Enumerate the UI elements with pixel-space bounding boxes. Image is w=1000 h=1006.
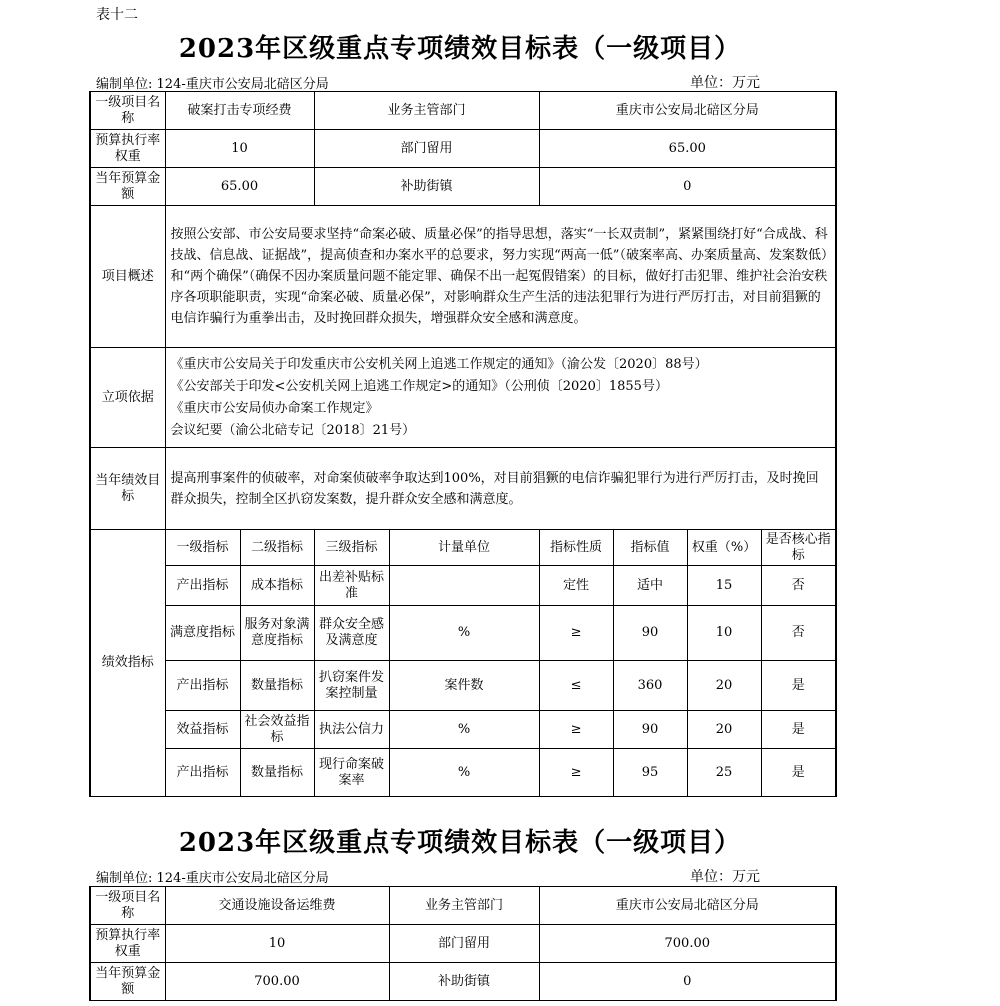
indicator-cell: %: [389, 711, 539, 749]
compiling-unit-2: [96, 867, 329, 886]
basis-label: 立项依据: [90, 348, 165, 448]
indicator-cell: 90: [613, 711, 687, 749]
budget-label: 当年预算金额: [90, 168, 165, 206]
performance-target-table-1: [89, 91, 837, 797]
indicator-row: [90, 661, 836, 711]
compiling-unit-label: 编制单位:: [96, 77, 153, 92]
dept-label: 业务主管部门: [314, 92, 539, 130]
overview-label: 项目概述: [90, 206, 165, 348]
page-title: 2023年区级重点专项绩效目标表（一级项目）: [178, 34, 742, 64]
indicator-cell: ≤: [539, 661, 613, 711]
money-unit-2: 单位：万元: [690, 869, 760, 885]
perf-label: 绩效指标: [90, 530, 165, 797]
compiling-unit-value: 124-重庆市公安局北碚区分局: [156, 77, 329, 92]
indicator-cell: 现行命案破案率: [314, 749, 389, 797]
indicator-cell: 出差补贴标准: [314, 566, 389, 606]
indicator-cell: 满意度指标: [165, 606, 240, 661]
indicator-cell: 15: [687, 566, 761, 606]
project-name-label: 一级项目名称: [90, 887, 165, 925]
project-name-label: 一级项目名称: [90, 92, 165, 130]
indicator-row: [90, 566, 836, 606]
indicator-cell: %: [389, 749, 539, 797]
subsidy-label: 补助街镇: [314, 168, 539, 206]
indicator-header: 权重（%）: [687, 530, 761, 566]
indicator-cell: 效益指标: [165, 711, 240, 749]
indicator-cell: 360: [613, 661, 687, 711]
indicator-cell: [389, 566, 539, 606]
dept-value: 重庆市公安局北碚区分局: [539, 92, 836, 130]
basis-line: 会议纪要（渝公北碚专记〔2018〕21号）: [170, 422, 416, 438]
indicator-header: 指标值: [613, 530, 687, 566]
indicator-cell: 产出指标: [165, 566, 240, 606]
indicator-header: 计量单位: [389, 530, 539, 566]
indicator-header: 是否核心指标: [761, 530, 836, 566]
budget-value: 65.00: [165, 168, 314, 206]
subsidy-label: 补助街镇: [389, 963, 539, 1001]
goal-label: 当年绩效目标: [90, 448, 165, 530]
indicator-cell: 是: [761, 711, 836, 749]
project-name-value: 破案打击专项经费: [165, 92, 314, 130]
indicator-header: 三级指标: [314, 530, 389, 566]
indicator-row: [90, 749, 836, 797]
dept-retain-value: 700.00: [539, 925, 836, 963]
basis-line: 《公安部关于印发<公安机关网上追逃工作规定>的通知》（公刑侦〔2020〕1855号）: [170, 378, 668, 394]
performance-target-table-2: [89, 886, 837, 1001]
indicator-cell: 服务对象满意度指标: [240, 606, 314, 661]
indicator-header: 一级指标: [165, 530, 240, 566]
indicator-cell: ≥: [539, 606, 613, 661]
indicator-cell: 否: [761, 566, 836, 606]
indicator-cell: 产出指标: [165, 661, 240, 711]
indicator-cell: 数量指标: [240, 661, 314, 711]
budget-label: 当年预算金额: [90, 963, 165, 1001]
indicator-cell: 扒窃案件发案控制量: [314, 661, 389, 711]
exec-rate-label: 预算执行率权重: [90, 925, 165, 963]
indicator-cell: ≥: [539, 711, 613, 749]
indicator-cell: 适中: [613, 566, 687, 606]
indicator-cell: 否: [761, 606, 836, 661]
indicator-cell: 10: [687, 606, 761, 661]
indicator-cell: 20: [687, 711, 761, 749]
project-name-value: 交通设施设备运维费: [165, 887, 389, 925]
indicator-cell: ≥: [539, 749, 613, 797]
dept-value: 重庆市公安局北碚区分局: [539, 887, 836, 925]
page-title-2: 2023年区级重点专项绩效目标表（一级项目）: [178, 828, 742, 858]
compiling-unit: [96, 73, 329, 92]
indicator-cell: 20: [687, 661, 761, 711]
indicator-row: [90, 711, 836, 749]
compiling-unit-value: 124-重庆市公安局北碚区分局: [156, 871, 329, 886]
goal-text: 提高刑事案件的侦破率，对命案侦破率争取达到100%，对目前猖獗的电信诈骗犯罪行为进行严厉打击，及时挽回群众损失，控制全区扒窃发案数，提升群众安全感和满意度。: [165, 448, 836, 530]
indicator-cell: 社会效益指标: [240, 711, 314, 749]
indicator-cell: 产出指标: [165, 749, 240, 797]
indicator-cell: 25: [687, 749, 761, 797]
indicator-cell: 案件数: [389, 661, 539, 711]
basis-line: 《重庆市公安局关于印发重庆市公安机关网上追逃工作规定的通知》（渝公发〔2020〕88号）: [170, 356, 708, 372]
indicator-cell: 是: [761, 661, 836, 711]
indicator-cell: 90: [613, 606, 687, 661]
exec-rate-value: 10: [165, 925, 389, 963]
exec-rate-value: 10: [165, 130, 314, 168]
indicator-cell: 是: [761, 749, 836, 797]
indicator-cell: %: [389, 606, 539, 661]
indicator-row: [90, 606, 836, 661]
basis-text: [165, 348, 836, 448]
indicator-header: 指标性质: [539, 530, 613, 566]
indicator-cell: 定性: [539, 566, 613, 606]
dept-label: 业务主管部门: [389, 887, 539, 925]
compiling-unit-label: 编制单位:: [96, 871, 153, 886]
basis-line: 《重庆市公安局侦办命案工作规定》: [170, 400, 379, 416]
indicator-cell: 执法公信力: [314, 711, 389, 749]
exec-rate-label: 预算执行率权重: [90, 130, 165, 168]
overview-text: 按照公安部、市公安局要求坚持“命案必破、质量必保”的指导思想，落实“一长双责制”，紧紧围绕打好“合成战、科技战、信息战、证据战”，提高侦查和办案水平的总要求，努力实现“两高一低”（破案率高、办案质量高、发案数低）和“两个确保”（确保不因办案质量问题不能定罪、确保不出一起冤假错案）的目标，做好打击犯罪、维护社会治安秩序各项职能职责，实现“命案必破、质量必保”，对影响群众生产生活的违法犯罪行为进行严厉打击，对目前猖獗的电信诈骗行为重拳出击，及时挽回群众损失，增强群众安全感和满意度。: [165, 206, 836, 348]
money-unit: 单位：万元: [690, 75, 760, 91]
indicator-cell: 数量指标: [240, 749, 314, 797]
dept-retain-value: 65.00: [539, 130, 836, 168]
subsidy-value: 0: [539, 963, 836, 1001]
dept-retain-label: 部门留用: [389, 925, 539, 963]
budget-value: 700.00: [165, 963, 389, 1001]
indicator-cell: 群众安全感及满意度: [314, 606, 389, 661]
subsidy-value: 0: [539, 168, 836, 206]
indicator-cell: 成本指标: [240, 566, 314, 606]
indicator-header: 二级指标: [240, 530, 314, 566]
table-caption: 表十二: [96, 7, 138, 23]
indicator-cell: 95: [613, 749, 687, 797]
dept-retain-label: 部门留用: [314, 130, 539, 168]
